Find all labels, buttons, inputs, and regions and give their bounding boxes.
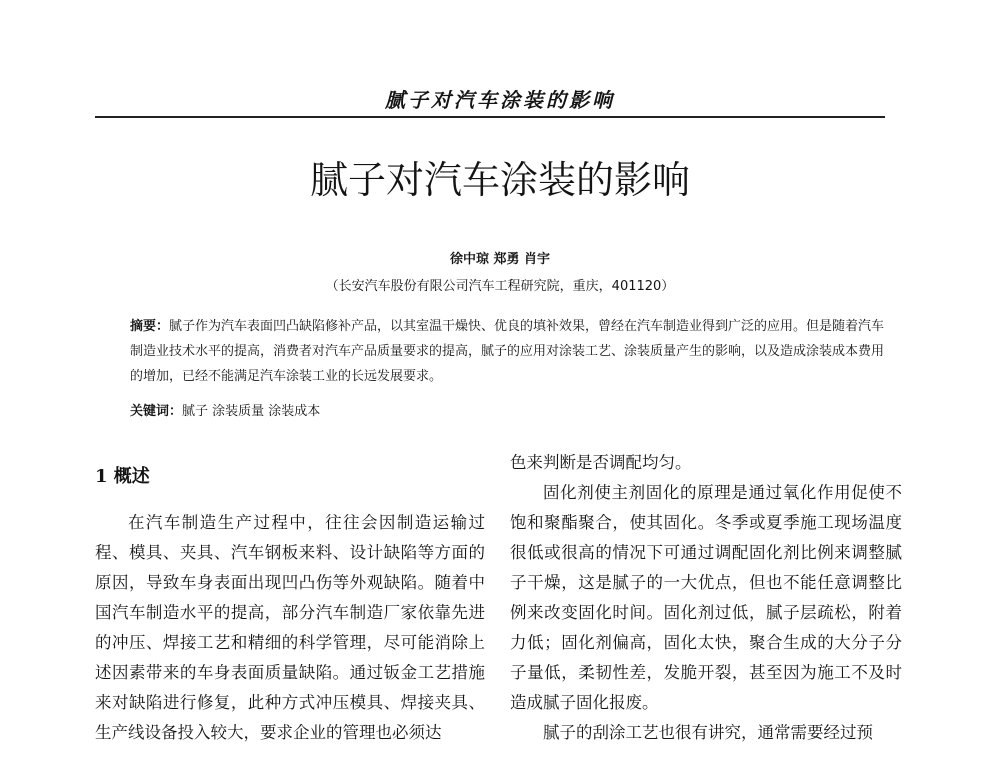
right-column bbox=[510, 448, 902, 748]
running-head: 腻子对汽车涂装的影响 bbox=[385, 88, 615, 112]
paragraph: 在汽车制造生产过程中，往往会因制造运输过程、模具、夹具、汽车钢板来料、设计缺陷等方面的原因，导致车身表面出现凹凸伤等外观缺陷。随着中国汽车制造水平的提高，部分汽车制造厂家依靠先进的冲压、焊接工艺和精细的科学管理，尽可能消除上述因素带来的车身表面质量缺陷。通过钣金工艺措施来对缺陷进行修复，此种方式冲压模具、焊接夹具、生产线设备投入较大，要求企业的管理也必须达 bbox=[95, 513, 485, 742]
keywords-text: 腻子 涂装质量 涂装成本 bbox=[182, 404, 321, 419]
abstract bbox=[130, 314, 890, 389]
section-heading: 1 概述 bbox=[95, 466, 150, 487]
abstract-label: 摘要： bbox=[130, 319, 170, 334]
paper-title: 腻子对汽车涂装的影响 bbox=[309, 158, 690, 202]
paragraph: 固化剂使主剂固化的原理是通过氧化作用促使不饱和聚酯聚合，使其固化。冬季或夏季施工现场温度很低或很高的情况下可通过调配固化剂比例来调整腻子干燥，这是腻子的一大优点，但也不能任意调整比例来改变固化时间。固化剂过低，腻子层疏松，附着力低；固化剂偏高，固化太快，聚合生成的大分子分子量低，柔韧性差，发脆开裂，甚至因为施工不及时造成腻子固化报废。 bbox=[510, 483, 902, 712]
affiliation: （长安汽车股份有限公司汽车工程研究院，重庆，401120） bbox=[325, 279, 675, 294]
paragraph: 色来判断是否调配均匀。 bbox=[510, 453, 692, 472]
left-column bbox=[95, 508, 485, 748]
keywords bbox=[130, 399, 890, 424]
paragraph: 腻子的刮涂工艺也很有讲究，通常需要经过预 bbox=[543, 723, 873, 742]
authors: 徐中琼 郑勇 肖宇 bbox=[449, 252, 551, 267]
keywords-label: 关键词： bbox=[130, 404, 183, 419]
header-rule bbox=[95, 116, 885, 118]
abstract-text: 腻子作为汽车表面凹凸缺陷修补产品，以其室温干燥快、优良的填补效果，曾经在汽车制造业得到广泛的应用。但是随着汽车制造业技术水平的提高，消费者对汽车产品质量要求的提高，腻子的应用对涂装工艺、涂装质量产生的影响，以及造成涂装成本费用的增加，已经不能满足汽车涂装工业的长远发展要求。 bbox=[130, 319, 885, 384]
